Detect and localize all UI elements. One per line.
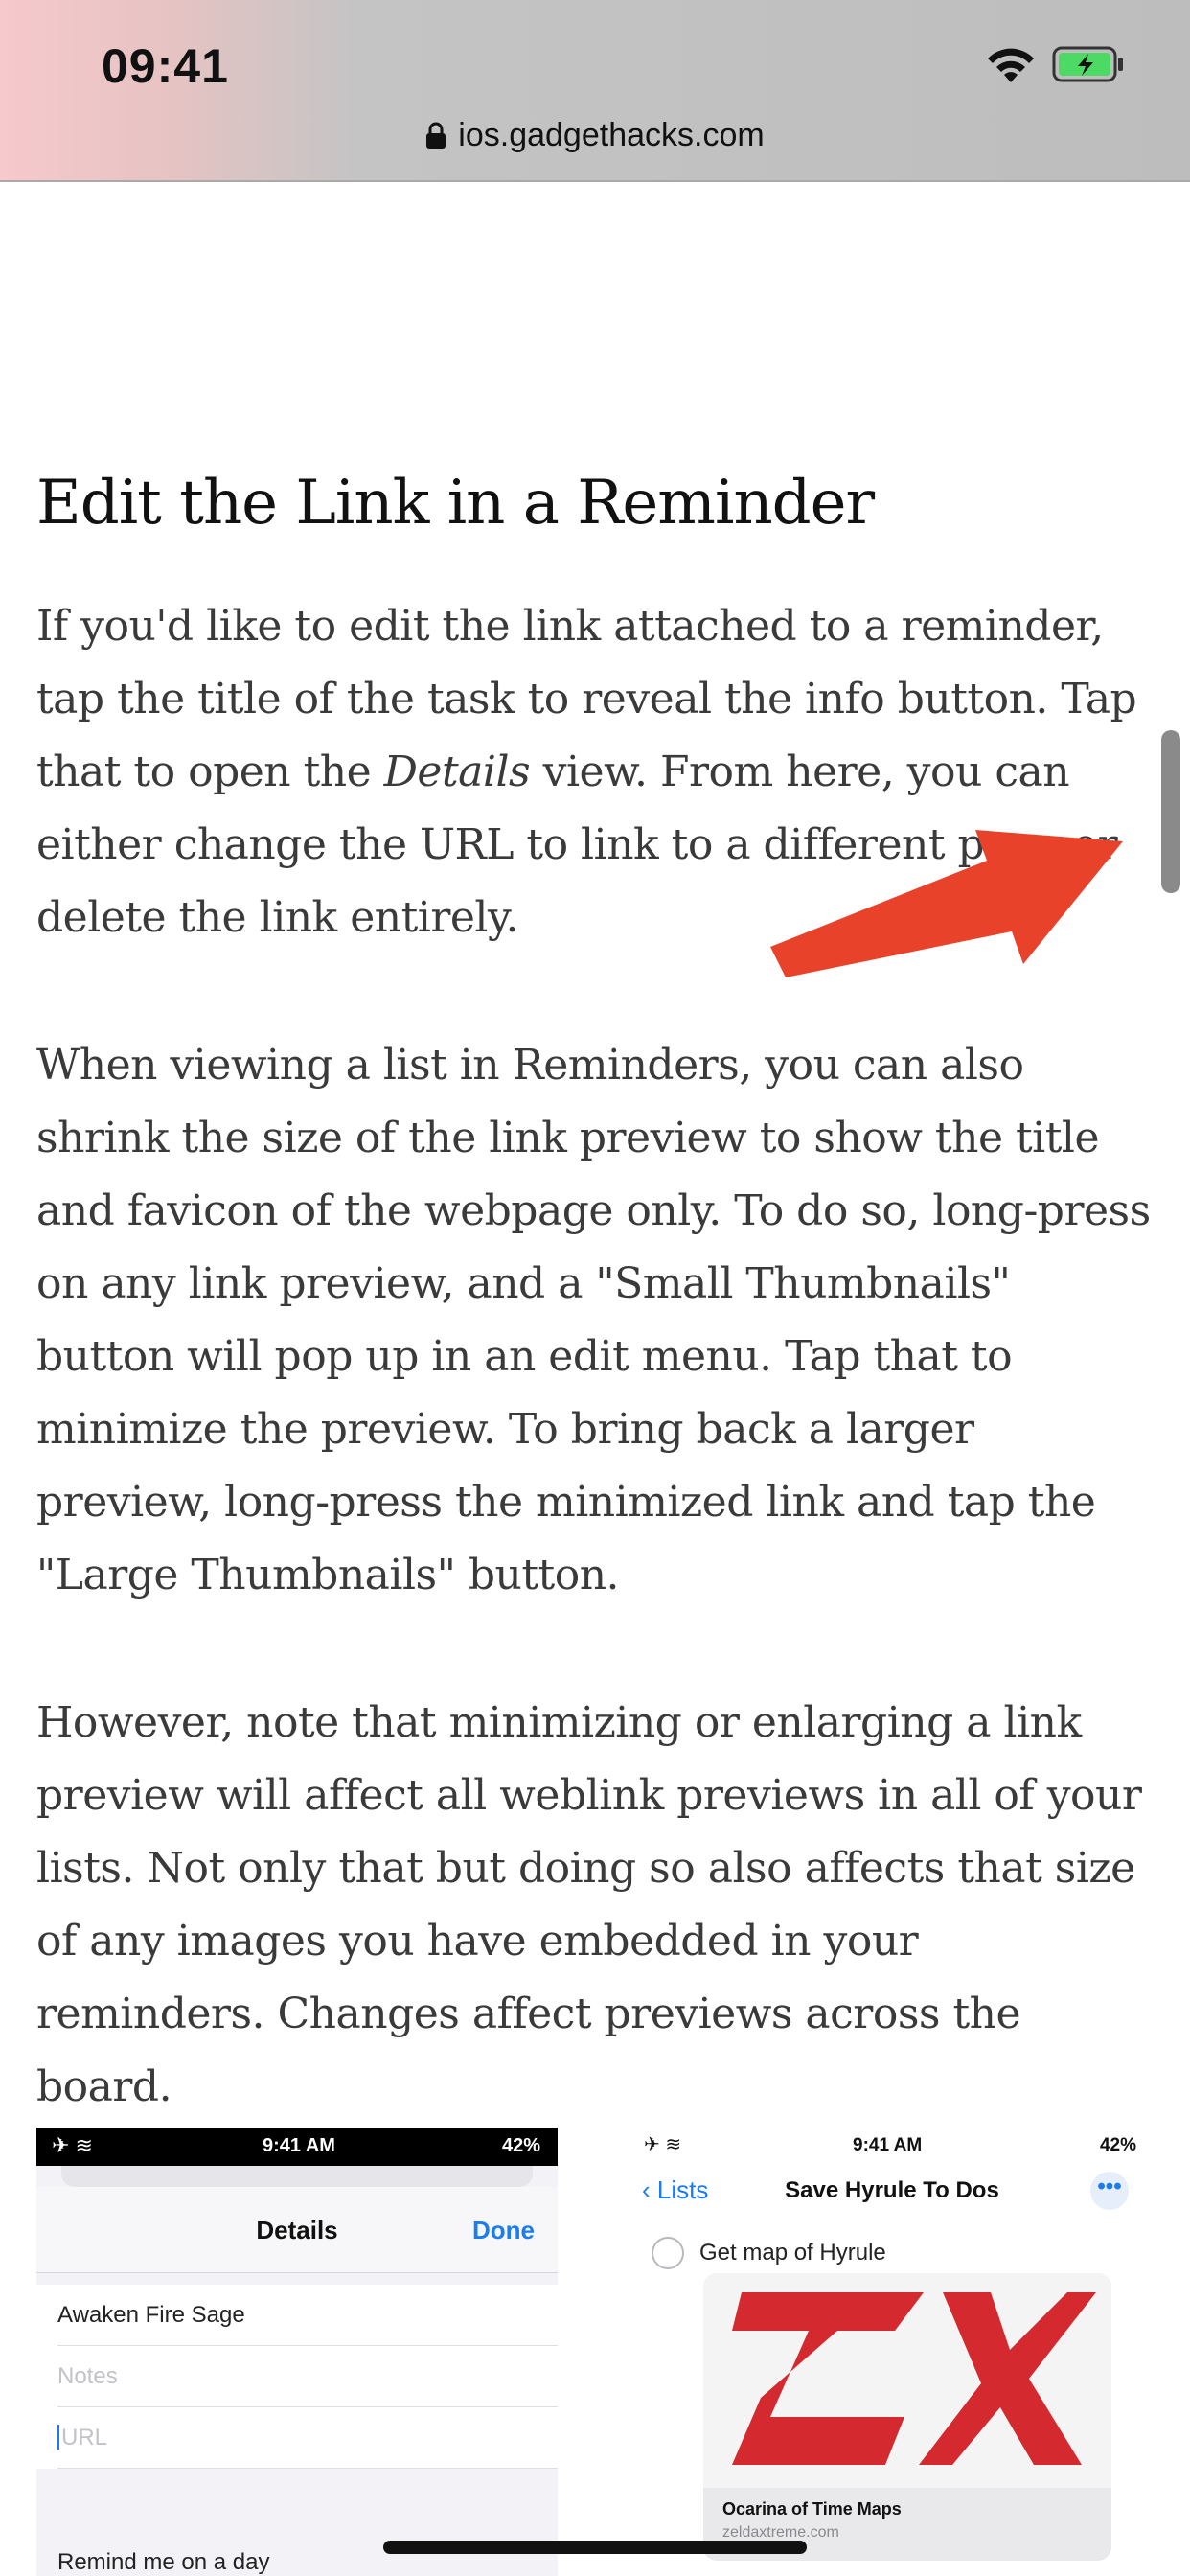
url-field[interactable] bbox=[57, 2407, 558, 2469]
mini-time: 9:41 AM bbox=[263, 2135, 335, 2156]
remind-row[interactable]: Remind me on a day bbox=[57, 2549, 270, 2575]
paragraph-thumbnails: When viewing a list in Reminders, you can also shrink the size of the link preview to show the title and favicon of the webpage only. To do so, long-press on any link preview, and a "Small Thumbnails" button will pop up in an edit menu. Tap that to minimize the preview. To bring back a larger preview, long-press the minimized link and tap the "Large Thumbnails" button. bbox=[36, 1041, 1151, 1599]
screenshot-details-view bbox=[36, 2128, 558, 2576]
section-heading: Edit the Link in a Reminder bbox=[36, 468, 875, 539]
link-preview-card[interactable] bbox=[703, 2273, 1111, 2561]
back-button[interactable]: ‹ Lists bbox=[642, 2175, 709, 2204]
details-nav bbox=[36, 2187, 558, 2273]
section-gap bbox=[36, 2488, 558, 2545]
back-label: Lists bbox=[656, 2175, 709, 2204]
mini-time: 9:41 AM bbox=[853, 2135, 923, 2155]
sheet-backdrop bbox=[61, 2166, 533, 2187]
list-nav bbox=[630, 2162, 1154, 2216]
details-emphasis: Details bbox=[383, 748, 531, 796]
mini-status-bar bbox=[630, 2128, 1154, 2162]
mini-battery: 42% bbox=[1099, 2135, 1136, 2155]
details-fields bbox=[36, 2285, 558, 2469]
airplane-wifi-icon: ✈ ≋ bbox=[644, 2134, 682, 2155]
paragraph-text: view. From here, you can either change the URL to link to a different page or delete the link entirely. bbox=[36, 748, 1118, 942]
details-title: Details bbox=[256, 2216, 338, 2244]
airplane-wifi-icon: ✈ ≋ bbox=[52, 2133, 93, 2157]
address-domain: ios.gadgethacks.com bbox=[458, 116, 765, 153]
task-row[interactable] bbox=[652, 2237, 886, 2269]
checkbox-circle-icon[interactable] bbox=[652, 2237, 684, 2269]
address-bar[interactable] bbox=[0, 111, 1190, 159]
scroll-indicator[interactable] bbox=[1161, 730, 1180, 893]
lock-icon bbox=[425, 121, 446, 150]
home-indicator[interactable] bbox=[383, 2541, 807, 2554]
mini-battery: 42% bbox=[501, 2135, 540, 2156]
list-title: Save Hyrule To Dos bbox=[785, 2177, 999, 2203]
mini-status-bar bbox=[36, 2128, 558, 2166]
url-placeholder: URL bbox=[61, 2425, 108, 2450]
preview-domain: zeldaxtreme.com bbox=[722, 2524, 839, 2541]
wifi-icon bbox=[985, 44, 1037, 84]
paragraph-note: However, note that minimizing or enlarging a link preview will affect all weblink previews in all of your lists. Not only that but doing so also affects that size of any images you have embedded in your reminders. Changes affect previews across the board. bbox=[36, 1698, 1142, 2111]
more-icon[interactable]: ••• bbox=[1090, 2172, 1129, 2210]
task-title-field[interactable]: Awaken Fire Sage bbox=[57, 2285, 558, 2346]
preview-title: Ocarina of Time Maps bbox=[722, 2499, 902, 2518]
screenshot-list-view bbox=[630, 2128, 1154, 2576]
battery-charging-icon bbox=[1052, 46, 1125, 82]
zelda-logo-icon bbox=[703, 2273, 1111, 2488]
text-caret bbox=[57, 2425, 59, 2450]
done-button[interactable]: Done bbox=[472, 2216, 535, 2244]
paragraph-text: If you'd like to edit the link attached to a reminder, tap the title of the task to reveal the info button. Tap that to open the bbox=[36, 602, 1137, 796]
browser-top-bar bbox=[0, 0, 1190, 182]
red-arrow-icon bbox=[757, 786, 1131, 978]
task-label: Get map of Hyrule bbox=[699, 2240, 886, 2266]
status-time: 09:41 bbox=[102, 39, 229, 93]
notes-field[interactable]: Notes bbox=[57, 2346, 558, 2407]
